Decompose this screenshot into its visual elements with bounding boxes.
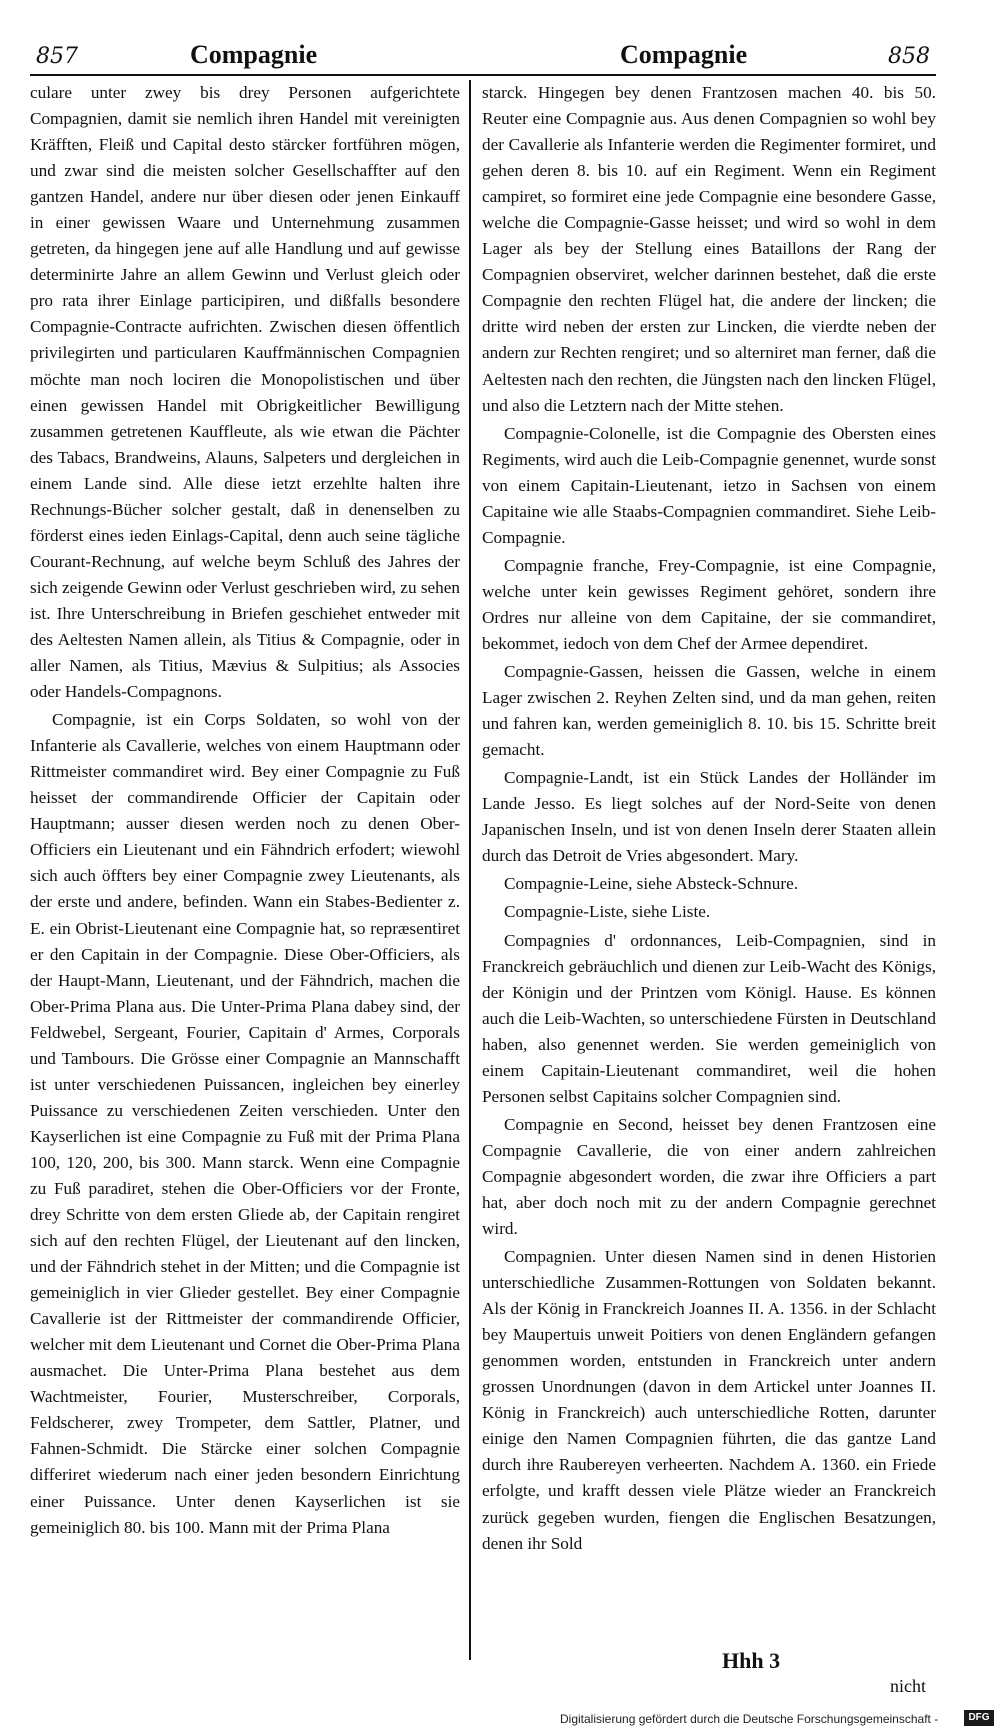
running-head-right: Compagnie [620,40,748,69]
running-head-left: Compagnie [190,40,318,69]
page-header [30,38,936,76]
paragraph: Compagnies d' ordonnances, Leib-Compagnien, sind in Franckreich gebräuchlich und dienen zur Leib-Wacht des Königs, der Königin und der Printzen vom Königl. Hause. Es können auch die Leib-Wachten, so unterschiedene Fürsten in Deutschland haben, also genennet werden. Sie werden gemeiniglich von einem Capitain-Lieutenant commandiret, weil die hohen Personen selbst Capitains solcher Compagnien sind. [482,930,936,1106]
paragraph: culare unter zwey bis drey Personen aufgerichtete Compagnien, damit sie nemlich ihren Handel mit vereinigten Kräfften, Fleiß und Capital desto stärcker fortführen mögen, und zwar sind die meisten solcher Gesellschaffter auf den gantzen Handel, andere nur über diesen oder jenen Einkauff in einer gewissen Waare und Unternehmung zusammen getreten, da hingegen jene auf alle Handlung und auf gewisse determinirte Jahre an allem Gewinn und Verlust gleich oder pro rata ihrer Einlage participiren, und dißfalls besondere Compagnie-Contracte aufrichten. Zwischen diesen öffentlich privilegirten und particularen Kauffmännischen Compagnien möchte man noch lociren die Monopolistischen und über einen gewissen Handel mit Obrigkeitlicher Bewilligung zusammen getretenen Kauffleute, als wie etwan die Pächter des Tabacs, Brandweins, Alauns, Salpeters und dergleichen in einem Lande sind. Alle diese ietzt erzehlte halten ihre Rechnungs-Bücher solcher gestalt, daß in denenselben zu förderst eines ieden Einlags-Capital, denn auch seine tägliche Courant-Rechnung, auf welche beym Schluß des Jahres der sich zeigende Gewinn oder Verlust geschrieben wird, zu sehen ist. Ihre Unterschreibung in Briefen geschiehet entweder mit des Aeltesten Namen allein, als Titius & Compagnie, oder in aller Namen, als Titius, Mævius & Sulpitius; als Associes oder Handels-Compagnons. [30,83,460,702]
paragraph: Compagnie, ist ein Corps Soldaten, so wohl von der Infanterie als Cavallerie, welches von einem Hauptmann oder Rittmeister commandiret wird. Bey einer Compagnie zu Fuß heisset der commandirende Officier der Capitain oder Hauptmann; ausser diesen werden noch zu denen Ober-Officiers ein Lieutenant und ein Fähndrich erfodert; wiewohl sich auch öffters bey einer Compagnie zwey Lieutenants, als der erste und andere, befinden. Wann ein Stabes-Bedienter z. E. ein Obrist-Lieutenant eine Compagnie hat, so repræsentiret er den Capitain in der Compagnie. Diese Ober-Officiers, als der Haupt-Mann, Lieutenant, und der Fähndrich, machen die Ober-Prima Plana aus. Die Unter-Prima Plana dabey sind, der Feldwebel, Sergeant, Fourier, Capitain d' Armes, Corporals und Tambours. Die Grösse einer Compagnie an Mannschafft ist unter verschiedenen Puissancen, ingleichen bey einerley Puissance zu verschiedenen Zeiten verschieden. Unter den Kayserlichen ist eine Compagnie zu Fuß mit der Prima Plana 100, 120, 200, bis 300. Mann starck. Wenn eine Compagnie zu Fuß paradiret, stehen die Ober-Officiers vor der Fronte, drey Schritte von dem ersten Gliede ab, der Capitain rengiret sich auf den rechten Flügel, der Lieutenant auf den lincken, und der Fähndrich stehet in der Mitten; und die Compagnie ist gemeiniglich in vier Glieder gestellet. Bey einer Compagnie Cavallerie ist der Rittmeister der commandirende Officier, welcher mit dem Lieutenant und Cornet die Ober-Prima Plana ausmachet. Die Unter-Prima Plana bestehet aus dem Wachtmeister, Fourier, Musterschreiber, Corporals, Feldscherer, zwey Trompeter, dem Sattler, Platner, und Fahnen-Schmidt. Die Stärcke einer solchen Compagnie differiret wiederum nach einer jeden besondern Einrichtung einer Puissance. Unter denen Kayserlichen ist sie gemeiniglich 80. bis 100. Mann mit der Prima Plana [30,710,460,1537]
paragraph: Compagnie-Leine, siehe Absteck-Schnure. [504,874,799,894]
dfg-logo: DFG [964,1710,994,1726]
paragraph: Compagnie-Liste, siehe Liste. [504,902,711,922]
page-number-left: 857 [36,44,78,69]
paragraph: Compagnien. Unter diesen Namen sind in denen Historien unterschiedliche Zusammen-Rottungen von Soldaten bekannt. Als der König in Franckreich Joannes II. A. 1356. in der Schlacht bey Maupertuis unweit Poitiers von denen Engländern gefangen genommen worden, entstunden in Franckreich unter andern grossen Unordnungen (davon in dem Artickel unter Joannes II. König in Franckreich) auch unterschiedliche Rotten, darunter einige den Namen Compagnien führten, die das gantze Land durch ihre Raubereyen verheerten. Nachdem A. 1360. ein Friede erfolgte, und krafft dessen viele Plätze wieder an Franckreich zurück gegeben wurden, fiengen die Englischen Besatzungen, denen ihr Sold [482,1247,936,1553]
catchword: nicht [890,1676,926,1696]
column-divider [469,80,471,1660]
paragraph: Compagnie franche, Frey-Compagnie, ist eine Compagnie, welche unter kein gewisses Regiment gehöret, sondern ihre Ordres nur alleine von dem Capitaine, der sie commandiret, bekommet, iedoch von dem Chef der Armee dependiret. [482,555,936,653]
paragraph: Compagnie-Landt, ist ein Stück Landes der Holländer im Lande Jesso. Es liegt solches auf der Nord-Seite von denen Japanischen Inseln, und ist von denen Inseln derer Staaten allein durch das Detroit de Vries abgesondert. Mary. [482,768,936,866]
left-column [30,80,460,1541]
signature-mark: Hhh 3 [722,1648,781,1673]
page-number-right: 858 [888,44,930,69]
right-column [482,80,936,1557]
paragraph: Compagnie en Second, heisset bey denen Frantzosen eine Compagnie Cavallerie, die von einer andern zahlreichen Compagnie abgesondert worden, die zwar ihre Officiers a part hat, aber doch noch mit zu der andern Compagnie gerechnet wird. [482,1114,936,1239]
digitization-credit: Digitalisierung gefördert durch die Deutsche Forschungsgemeinschaft - [560,1712,939,1726]
paragraph: starck. Hingegen bey denen Frantzosen machen 40. bis 50. Reuter eine Compagnie aus. Aus denen Compagnien so wohl bey der Cavallerie als Infanterie werden die Regimenter formiret, und gehen deren 8. bis 10. auf ein Regiment. Wenn ein Regiment campiret, so formiret eine jede Compagnie eine besondere Gasse, welche die Compagnie-Gasse heisset; und wird so wohl in dem Lager als bey der Stellung eines Bataillons der Rang der Compagnien observiret, welcher darinnen bestehet, daß die erste Compagnie den rechten Flügel hat, die andere der lincken; die dritte wird neben der ersten zur Lincken, die vierdte neben der andern zur Rechten rengiret; und so alterniret man ferner, daß die Aeltesten nach den rechten, die Jüngsten nach den lincken Flügel, und also die Letztern nach der Mitte stehen. [482,83,936,415]
paragraph: Compagnie-Colonelle, ist die Compagnie des Obersten eines Regiments, wird auch die Leib-Compagnie genennet, wurde sonst von einem Capitain-Lieutenant, ietzo in Sachsen von einem Capitaine wie alle Staabs-Compagnien commandiret. Siehe Leib-Compagnie. [482,423,936,547]
paragraph: Compagnie-Gassen, heissen die Gassen, welche in einem Lager zwischen 2. Reyhen Zelten sind, und da man gehen, reiten und fahren kan, werden gemeiniglich 8. 10. bis 15. Schritte breit gemacht. [482,662,936,760]
